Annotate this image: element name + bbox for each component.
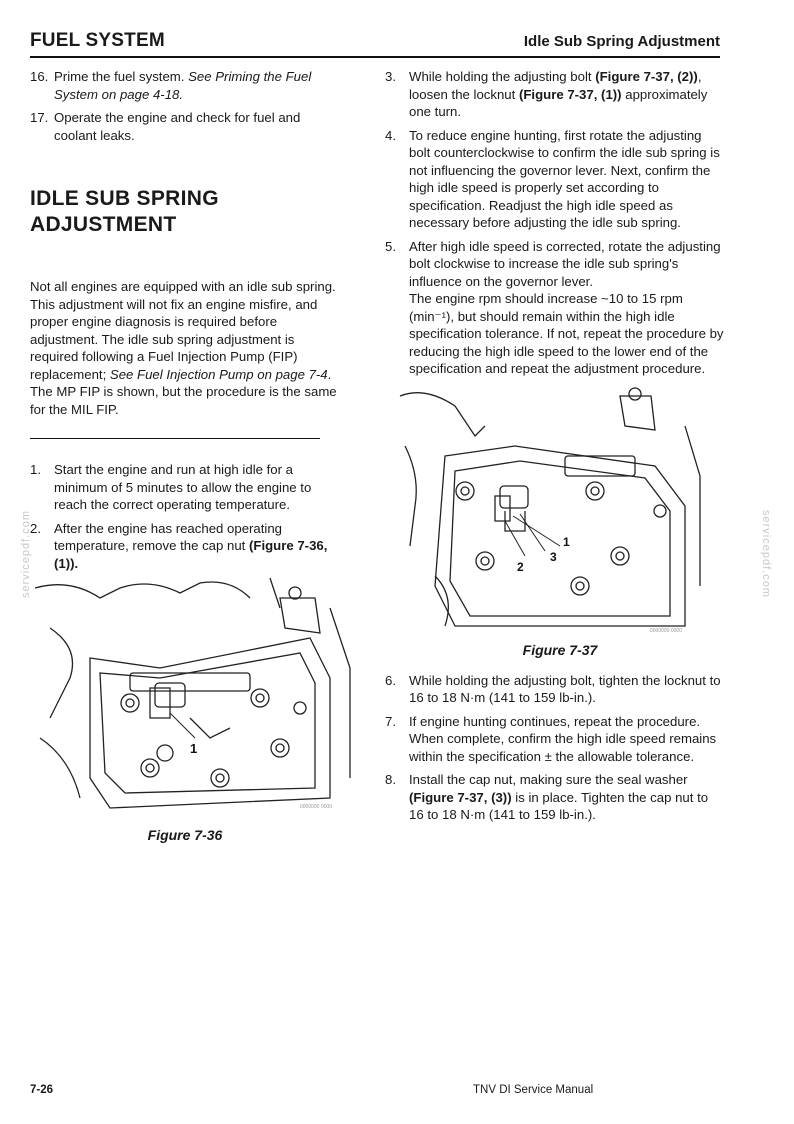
step-5-text2: The engine rpm should increase ~10 to 15 rpm (min⁻¹), but should remain within the high idle specification tolerance. If not, repeat the procedure by reducing the high idle speed to the lower end of the specification and repeat the adjustment procedure. xyxy=(409,291,724,376)
step-3-ref1: (Figure 7-37, (2)) xyxy=(595,69,698,84)
step-8 xyxy=(385,771,725,824)
step-3-text-c: approximately one turn. xyxy=(409,86,708,119)
step-16-text: Prime the fuel system. xyxy=(54,69,189,84)
step-8-text-b: is in place. Tighten the cap nut to 16 to 18 N·m (141 to 159 lb-in.). xyxy=(409,789,709,822)
step-5-text: After high idle speed is corrected, rotate the adjusting bolt clockwise to increase the idle sub spring's influence on the governor lever. xyxy=(409,238,721,289)
section-title-line1: IDLE SUB SPRING xyxy=(30,187,219,210)
manual-title: TNV DI Service Manual xyxy=(473,1084,594,1096)
right-column xyxy=(385,68,725,830)
figure-7-36-illustration xyxy=(30,578,360,818)
figure-code: 0000000 0000 xyxy=(300,804,332,810)
figure-7-36-caption: Figure 7-36 xyxy=(147,826,223,843)
step-4-text: To reduce engine hunting, first rotate the adjusting bolt counterclockwise to confirm the idle sub spring is not influencing the governor lever. Next, confirm the high idle speed is properly set according to specification. Readjust the high idle speed as necessary before adjusting the idle sub spring. xyxy=(409,127,720,230)
step-1-text: Start the engine and run at high idle for a minimum of 5 minutes to allow the engine to reach the correct operating temperature. xyxy=(54,462,312,512)
page-number: 7-26 xyxy=(30,1084,54,1096)
step-number: 6. xyxy=(385,672,396,688)
intro-ref-link[interactable]: See Fuel Injection Pump on page 7-4 xyxy=(109,366,328,382)
intro-text: Not all engines are equipped with an idle sub spring. This adjustment will not fix an engine misfire, and proper engine diagnosis is required before adjustment. The idle sub spring adjustment is required following a Fuel Injection Pump (FIP) replacement; xyxy=(30,279,336,382)
step-number: 3. xyxy=(385,69,396,84)
figure-code: 0000000 0000 xyxy=(650,627,682,634)
step-number: 8. xyxy=(385,772,396,787)
header-rule xyxy=(30,56,720,58)
step-16-ref[interactable]: See Priming the Fuel System on page 4-18. xyxy=(54,69,312,102)
step-16 xyxy=(30,68,340,103)
step-2 xyxy=(30,520,340,573)
step-text xyxy=(409,771,725,824)
step-3-text-a: While holding the adjusting bolt xyxy=(409,69,596,84)
left-column xyxy=(30,68,340,844)
step-text xyxy=(409,238,725,378)
step-3-ref2: (Figure 7-37, (1)) xyxy=(518,86,622,102)
figure-7-37-caption: Figure 7-37 xyxy=(522,642,598,658)
step-2-ref: (Figure 7-36, (1)). xyxy=(54,538,328,571)
divider xyxy=(30,438,320,439)
step-1 xyxy=(30,461,340,514)
step-7 xyxy=(385,713,725,766)
section-header: FUEL SYSTEM xyxy=(30,30,165,51)
step-8-ref: (Figure 7-37, (3)) xyxy=(409,789,512,805)
step-number: 4. xyxy=(385,127,396,143)
step-6-text: While holding the adjusting bolt, tighten the locknut to 16 to 18 N·m (141 to 159 lb-in.). xyxy=(409,672,721,705)
step-text xyxy=(409,68,725,121)
section-title-line2: ADJUSTMENT xyxy=(30,213,177,236)
topic-header: Idle Sub Spring Adjustment xyxy=(523,33,720,50)
figure-7-36 xyxy=(30,578,340,844)
step-text xyxy=(54,520,340,573)
step-number: 1. xyxy=(30,462,41,477)
step-number: 17. xyxy=(30,110,49,125)
callout-1: 1 xyxy=(190,741,198,756)
callout-3: 3 xyxy=(550,549,557,564)
watermark-left: servicepdf.com xyxy=(20,510,32,598)
step-number: 2. xyxy=(30,520,41,536)
step-7-text: If engine hunting continues, repeat the procedure. When complete, confirm the high idle speed remains within the specification ± the allowable tolerance. xyxy=(409,713,717,764)
callout-1: 1 xyxy=(563,534,570,549)
step-4 xyxy=(385,127,725,232)
step-17 xyxy=(30,109,340,144)
figure-7-37-illustration xyxy=(395,386,705,636)
step-3-text-b: , loosen the locknut xyxy=(409,69,702,102)
step-17-text: Operate the engine and check for fuel and coolant leaks. xyxy=(54,110,301,143)
intro-tail: . The MP FIP is shown, but the procedure is the same for the MIL FIP. xyxy=(30,366,337,417)
step-number: 5. xyxy=(385,238,396,254)
step-5 xyxy=(385,238,725,378)
intro-paragraph xyxy=(30,278,340,418)
step-number: 16. xyxy=(30,69,49,84)
section-title xyxy=(30,186,340,238)
step-text xyxy=(54,68,340,103)
step-8-text-a: Install the cap nut, making sure the seal washer xyxy=(409,772,688,787)
watermark-right: servicepdf.com xyxy=(760,510,772,598)
step-number: 7. xyxy=(385,713,396,729)
step-6 xyxy=(385,672,725,707)
step-2-text: After the engine has reached operating temperature, remove the cap nut xyxy=(54,520,283,553)
step-3 xyxy=(385,68,725,121)
figure-7-37 xyxy=(395,386,725,660)
callout-2: 2 xyxy=(517,559,524,574)
